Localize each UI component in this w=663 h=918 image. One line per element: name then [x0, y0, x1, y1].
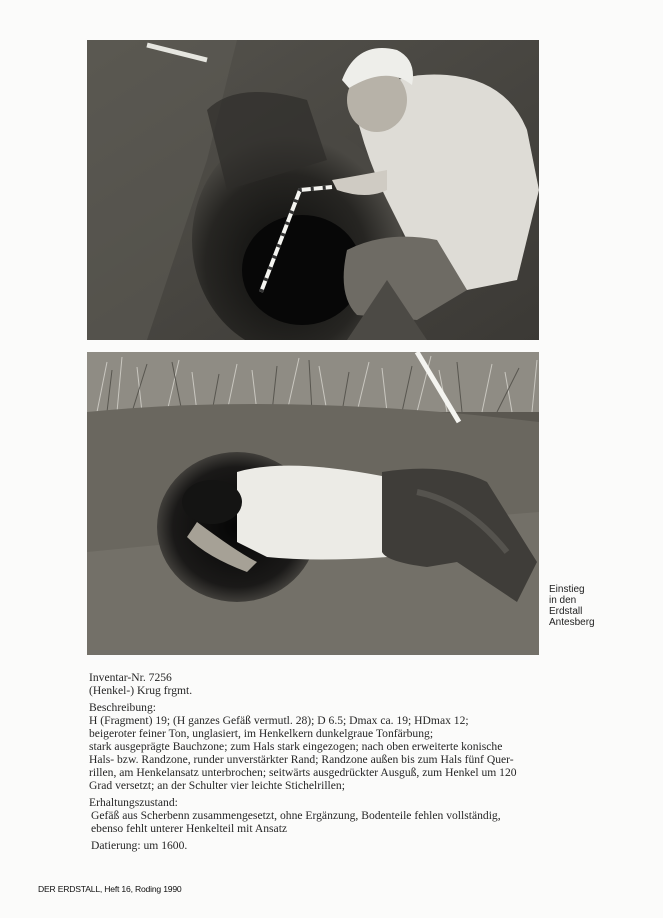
condition-section: [89, 796, 569, 835]
photo-caption: [549, 584, 639, 628]
inventory-number: Inventar-Nr. 7256: [89, 671, 172, 684]
description-heading: Beschreibung:: [89, 701, 156, 714]
description-section: [89, 701, 569, 792]
caption-line: Erdstall: [549, 606, 583, 617]
object-title: (Henkel-) Krug frgmt.: [89, 684, 193, 697]
photo-tunnel-entrance: [87, 352, 539, 655]
photo-excavation-pit: [87, 40, 539, 340]
description-line: H (Fragment) 19; (H ganzes Gefäß vermutl. 28); D 6.5; Dmax ca. 19; HDmax 12;: [89, 714, 469, 727]
caption-line: Antesberg: [549, 617, 595, 628]
caption-line: Einstieg: [549, 584, 585, 595]
dating: Datierung: um 1600.: [91, 839, 188, 852]
page-footer: DER ERDSTALL, Heft 16, Roding 1990: [38, 884, 182, 894]
description-line: rillen, am Henkelansatz unterbrochen; seitwärts ausgedrückter Ausguß, zum Henkel um 120: [89, 766, 517, 779]
catalogue-record: [89, 671, 569, 852]
tunnel-entrance-image: [87, 352, 539, 655]
description-line: stark ausgeprägte Bauchzone; zum Hals stark eingezogen; nach oben erweiterte konische: [89, 740, 503, 753]
caption-line: in den: [549, 595, 577, 606]
condition-line: Gefäß aus Scherbenn zusammengesetzt, ohne Ergänzung, Bodenteile fehlen vollständig,: [91, 809, 501, 822]
condition-line: ebenso fehlt unterer Henkelteil mit Ansatz: [91, 822, 288, 835]
condition-heading: Erhaltungszustand:: [89, 796, 178, 809]
description-line: Hals- bzw. Randzone, runder unverstärkter Rand; Randzone außen bis zum Hals fünf Quer-: [89, 753, 514, 766]
description-line: Grad versetzt; an der Schulter vier leichte Stichelrillen;: [89, 779, 345, 792]
excavation-pit-image: [87, 40, 539, 340]
description-line: beigeroter feiner Ton, unglasiert, im Henkelkern dunkelgraue Tonfärbung;: [89, 727, 434, 740]
